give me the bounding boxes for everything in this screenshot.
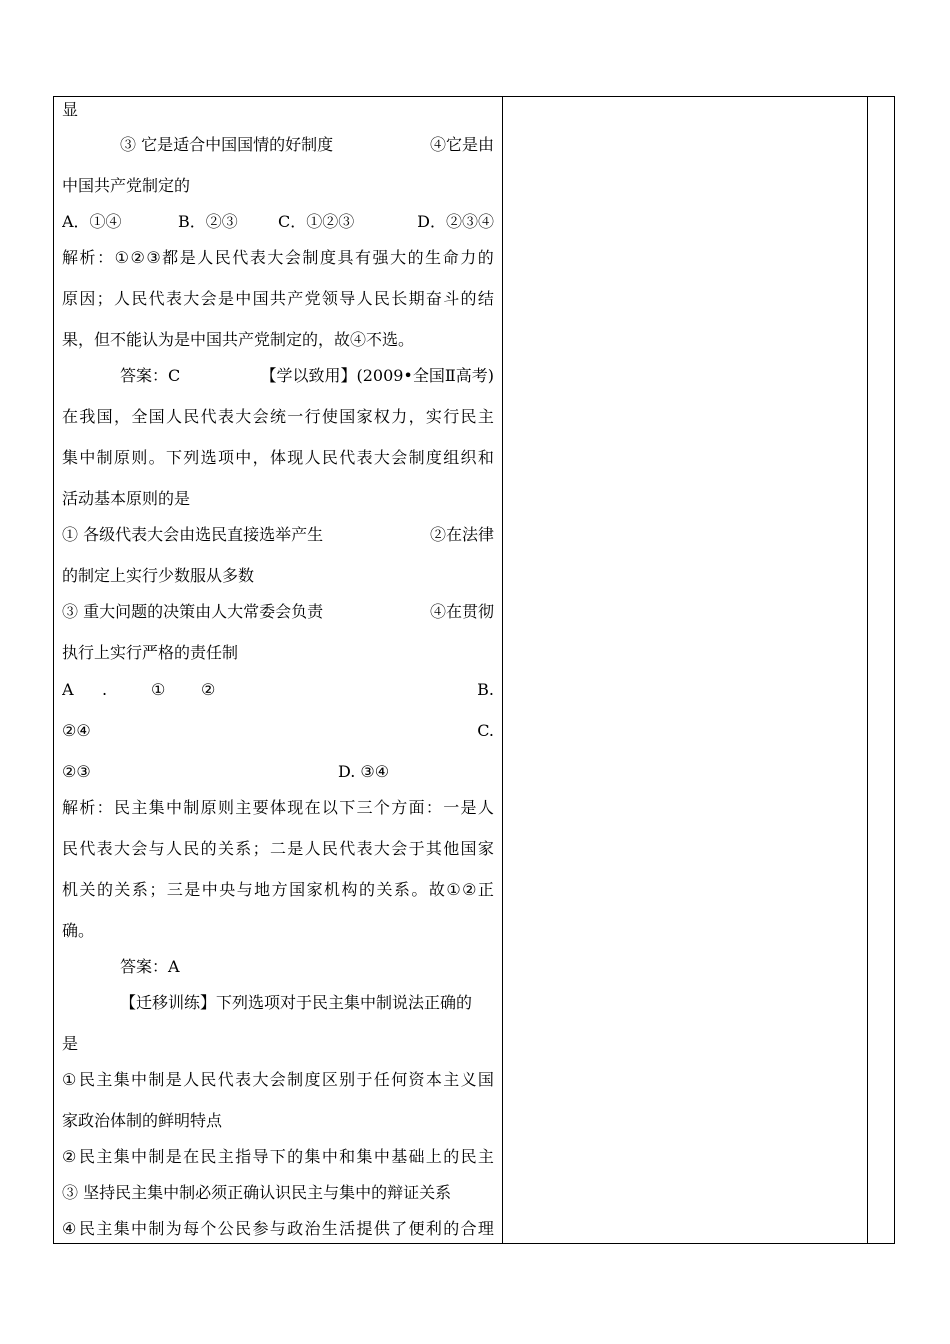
q1-option-4-end: 中国共产党制定的 [62,176,191,195]
q2-choice-c-value: ②③ [62,762,91,781]
table-right-border [894,96,895,1244]
q1-option-4-start: ④它是由 [429,135,494,154]
q2-choice-b-value: ②④ [62,721,91,740]
content-column [62,97,494,1243]
q1-answer: 答案：C [120,366,181,385]
q2-choice-a-letter: A [62,680,74,699]
q2-analysis-line-4: 确。 [62,921,95,940]
q1-choice-c: C．①②③ [278,212,355,231]
q2-option-1: ① 各级代表大会由选民直接选举产生 [62,525,324,544]
q1-choice-b: B．②③ [178,212,238,231]
narrow-column [868,97,894,1243]
q2-option-3-4-line [62,600,494,624]
table-left-border [53,96,54,1244]
q1-choice-a: A．①④ [62,212,122,231]
q2-analysis-line-1: 解 析 ： 民 主 集 中 制 原 则 主 要 体 现 在 以 下 三 个 方 面 ： 一 是 人 [62,798,494,817]
q2-choice-c-letter: C. [477,721,494,740]
q2-choice-a-2: ② [201,680,216,699]
q2-choice-line-2 [62,719,494,743]
q2-choice-a-1: ① [151,680,166,699]
q3-option-line-2: 家政治体制的鲜明特点 [62,1111,223,1130]
q2-option-1-2-line [62,523,494,547]
q1-choices [62,210,494,234]
q1-choice-d: D．②③④ [417,212,494,231]
q3-option-line-1: ① 民 主 集 中 制 是 人 民 代 表 大 会 制 度 区 别 于 任 何 资 本 主 义 国 [62,1070,494,1089]
q2-choice-line-3 [62,760,494,784]
q2-choice-a-dot: . [102,680,108,699]
q2-stem-line-2: 集 中 制 原 则 。 下 列 选 项 中 ， 体 现 人 民 代 表 大 会 制 度 组 织 和 [62,448,494,467]
q3-option-line-5: ④ 民 主 集 中 制 为 每 个 公 民 参 与 政 治 生 活 提 供 了 便 利 的 合 理 [62,1219,494,1238]
q1-analysis-line-2: 原 因 ； 人 民 代 表 大 会 是 中 国 共 产 党 领 导 人 民 长 期 奋 斗 的 结 [62,289,494,308]
q2-analysis-line-3: 机 关 的 关 系 ； 三 是 中 央 与 地 方 国 家 机 构 的 关 系 。 故 ① ② 正 [62,880,494,899]
q2-choice-b-letter: B. [477,680,494,699]
q3-stem-line-1 [62,991,494,1015]
q2-answer: 答案：A [120,957,180,976]
q2-option-4-start: ④在贯彻 [429,602,494,621]
notes-column [503,97,867,1243]
q2-option-4-end: 执行上实行严格的责任制 [62,643,239,662]
q3-option-line-4: ③ 坚持民主集中制必须正确认识民主与集中的辩证关系 [62,1183,452,1202]
q2-analysis-line-2: 民 代 表 大 会 与 人 民 的 关 系 ； 二 是 人 民 代 表 大 会 于 其 他 国 家 [62,839,494,858]
q1-answer-tag-line [62,364,494,388]
q2-stem-line-1: 在 我 国 ， 全 国 人 民 代 表 大 会 统 一 行 使 国 家 权 力 ， 实 行 民 主 [62,407,494,426]
q2-choice-line-1 [62,678,494,702]
q2-option-3: ③ 重大问题的决策由人大常委会负责 [62,602,324,621]
q3-option-line-3: ② 民 主 集 中 制 是 在 民 主 指 导 下 的 集 中 和 集 中 基 础 上 的 民 主 [62,1147,494,1166]
q1-analysis-line-3: 果，但不能认为是中国共产党制定的，故④不选。 [62,330,415,349]
table-bottom-border [53,1243,895,1244]
q2-tag: 【学以致用】(2009•全国Ⅱ高考) [260,366,494,385]
q2-choice-d: D. ③④ [338,762,390,781]
q1-analysis-line-1: 解 析 ： ① ② ③ 都 是 人 民 代 表 大 会 制 度 具 有 强 大 的 生 命 力 的 [62,248,494,267]
q2-stem-line-3: 活动基本原则的是 [62,489,191,508]
q2-option-2-start: ②在法律 [429,525,494,544]
q3-stem-first: 【迁移训练】下列选项对于民主集中制说法正确的 [120,993,473,1012]
q2-answer-line [62,955,494,979]
q1-line-a: 显 [62,100,79,119]
q1-option-3-4-line [62,133,494,157]
q2-option-2-end: 的制定上实行少数服从多数 [62,566,255,585]
q1-option-3: ③ 它是适合中国国情的好制度 [120,135,334,154]
q3-stem-line-2: 是 [62,1034,79,1053]
